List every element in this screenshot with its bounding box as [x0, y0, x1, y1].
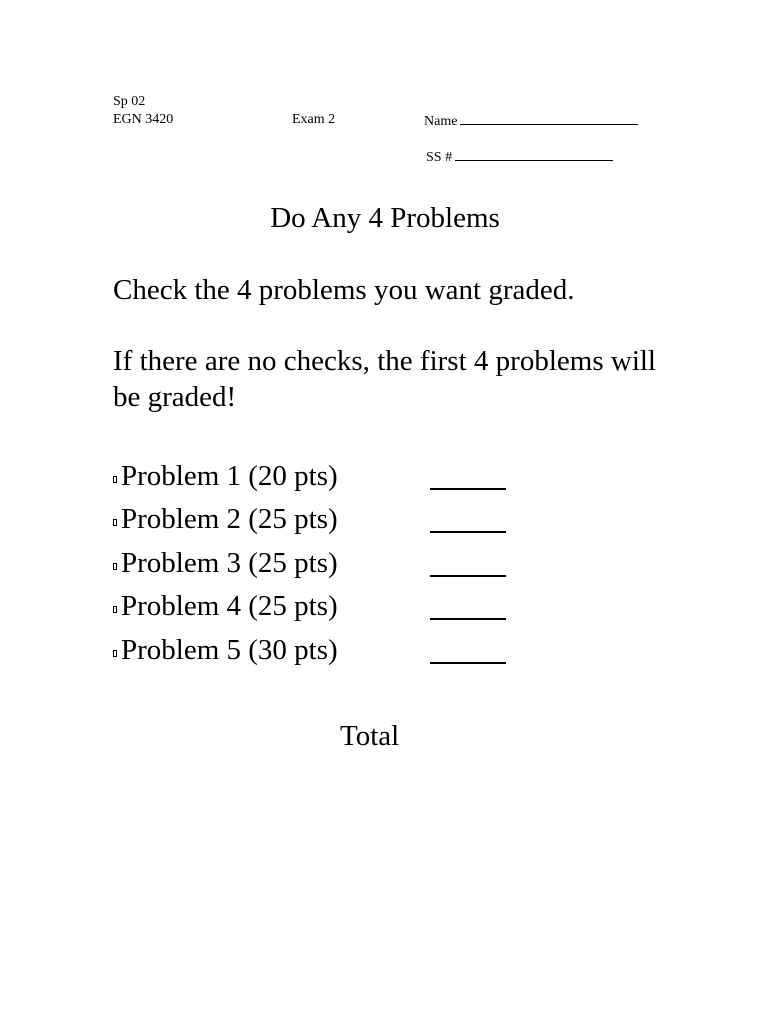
problem-row — [113, 545, 513, 585]
ss-label: SS # — [426, 150, 453, 165]
problem-checkbox[interactable] — [113, 476, 117, 483]
problem-row — [113, 501, 513, 541]
problem-score-blank[interactable] — [430, 501, 506, 533]
problem-label: Problem 1 (20 pts) — [121, 460, 338, 492]
total-label: Total — [340, 720, 400, 752]
name-field[interactable] — [424, 112, 638, 130]
problem-score-blank[interactable] — [430, 458, 506, 490]
problem-score-blank[interactable] — [430, 545, 506, 577]
page-heading: Do Any 4 Problems — [270, 202, 500, 234]
course-label: EGN 3420 — [113, 112, 174, 127]
exam-label: Exam 2 — [292, 112, 336, 127]
ss-field[interactable] — [426, 148, 613, 166]
problem-score-blank[interactable] — [430, 588, 506, 620]
problem-checkbox[interactable] — [113, 650, 117, 657]
problem-row — [113, 588, 513, 628]
semester-label: Sp 02 — [113, 94, 146, 109]
problem-label: Problem 5 (30 pts) — [121, 634, 338, 666]
problem-label: Problem 3 (25 pts) — [121, 547, 338, 579]
problem-checkbox[interactable] — [113, 563, 117, 570]
problem-label: Problem 4 (25 pts) — [121, 590, 338, 622]
problem-checkbox[interactable] — [113, 519, 117, 526]
name-label: Name — [424, 114, 458, 129]
warning-text: If there are no checks, the first 4 problems will be graded! — [113, 345, 656, 413]
ss-blank-line[interactable] — [455, 148, 613, 161]
problem-row — [113, 632, 513, 672]
problem-label: Problem 2 (25 pts) — [121, 503, 338, 535]
problem-score-blank[interactable] — [430, 632, 506, 664]
instruction-text: Check the 4 problems you want graded. — [113, 274, 575, 306]
name-blank-line[interactable] — [460, 112, 638, 125]
problem-row — [113, 458, 513, 498]
problem-checkbox[interactable] — [113, 606, 117, 613]
